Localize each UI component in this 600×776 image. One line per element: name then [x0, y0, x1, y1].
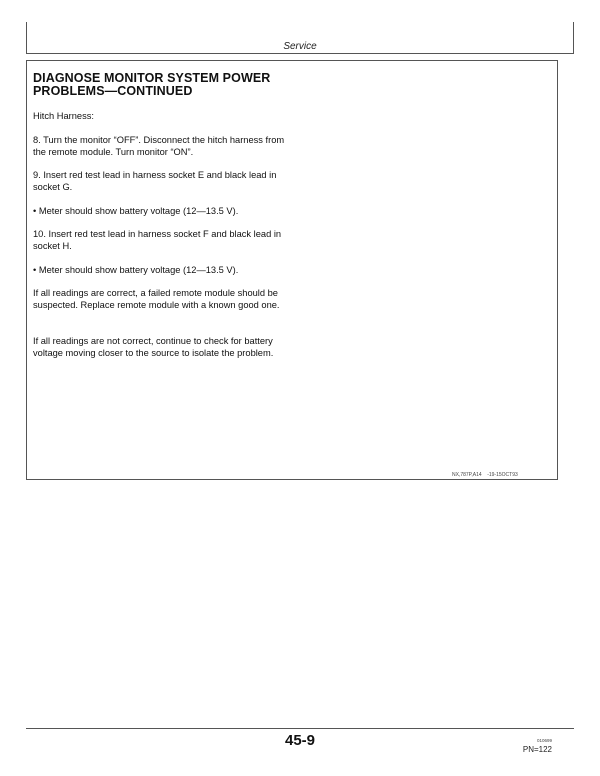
paragraph-meter-check-1: • Meter should show battery voltage (12—13.5 V). — [33, 206, 239, 216]
section-title: Service — [283, 41, 317, 52]
paragraph-hitch-harness: Hitch Harness: — [33, 111, 94, 121]
paragraph-meter-check-2: • Meter should show battery voltage (12—13.5 V). — [33, 265, 239, 275]
paragraph-step-10: 10. Insert red test lead in harness socket F and black lead in socket H. — [33, 229, 282, 251]
doc-title — [33, 72, 333, 98]
header-rule — [26, 53, 574, 54]
footer-small-code: 010699 — [536, 738, 552, 743]
footer-pn: PN=122 — [522, 745, 552, 754]
reference-code: NX,787P,A14 -19-15OCT93 — [452, 472, 518, 478]
doc-title-line-1: DIAGNOSE MONITOR SYSTEM POWER — [33, 71, 271, 85]
paragraph-not-correct: If all readings are not correct, continue to check for battery voltage moving closer to the source to isolate the problem. — [33, 336, 274, 358]
doc-title-line-2: PROBLEMS—CONTINUED — [33, 84, 193, 98]
paragraph-step-9: 9. Insert red test lead in harness socket E and black lead in socket G. — [33, 170, 277, 192]
paragraph-step-8: 8. Turn the monitor “OFF”. Disconnect the hitch harness from the remote module. Turn monitor “ON”. — [33, 135, 285, 157]
page-number: 45-9 — [284, 732, 316, 749]
paragraph-all-correct: If all readings are correct, a failed remote module should be suspected. Replace remote module with a known good one. — [33, 288, 280, 310]
footer-rule — [26, 728, 574, 729]
